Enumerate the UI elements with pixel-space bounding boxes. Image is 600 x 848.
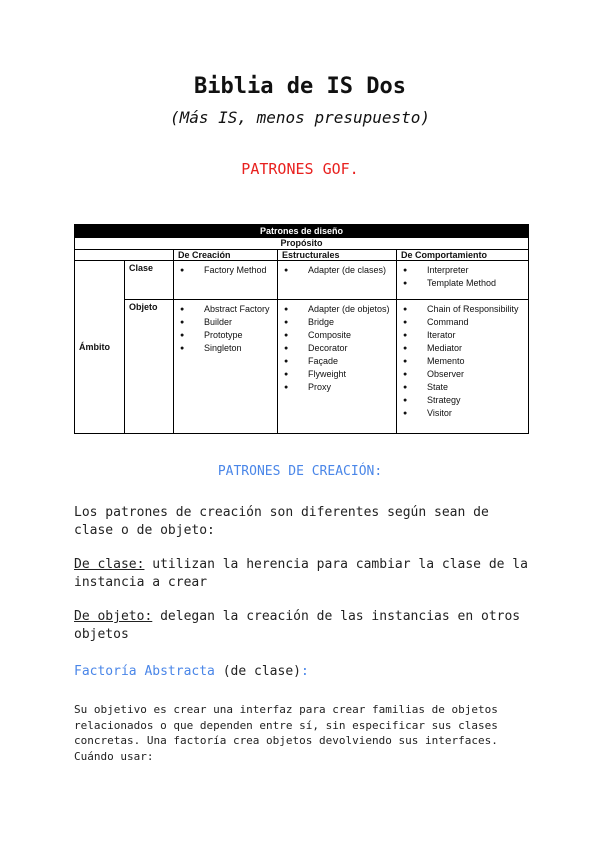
col-header-comportamiento: De Comportamiento — [397, 250, 529, 261]
row-label-clase: Clase — [125, 261, 174, 300]
row-label-objeto: Objeto — [125, 300, 174, 434]
pattern-item: ● Adapter (de objetos) — [282, 303, 392, 316]
pattern-item: ● Strategy — [401, 394, 524, 407]
cell-clase-estructurales — [278, 261, 397, 300]
document-subtitle: (Más IS, menos presupuesto) — [169, 108, 431, 127]
heading-patrones-creacion: PATRONES DE CREACIÓN: — [217, 464, 383, 479]
table-corner-cell — [75, 250, 174, 261]
pattern-item: ● State — [401, 381, 524, 394]
term-de-objeto: De objeto: — [74, 609, 153, 624]
term-de-clase: De clase: — [74, 557, 145, 572]
pattern-item: ● Prototype — [178, 329, 273, 342]
factoria-name: Factoría Abstracta — [74, 664, 215, 679]
pattern-item: ● Iterator — [401, 329, 524, 342]
pattern-item: ● Decorator — [282, 342, 392, 355]
pattern-item: ● Template Method — [401, 277, 524, 290]
paragraph-de-clase — [74, 556, 530, 592]
table-purpose-header: Propósito — [75, 238, 529, 250]
pattern-item: ● Façade — [282, 355, 392, 368]
paragraph-de-objeto — [74, 608, 530, 644]
pattern-item: ● Chain of Responsibility — [401, 303, 524, 316]
design-patterns-table — [74, 224, 529, 434]
pattern-item: ● Proxy — [282, 381, 392, 394]
cell-clase-creacion — [174, 261, 278, 300]
pattern-item: ● Composite — [282, 329, 392, 342]
pattern-item: ● Flyweight — [282, 368, 392, 381]
cell-objeto-comportamiento — [397, 300, 529, 434]
cell-objeto-creacion — [174, 300, 278, 434]
pattern-item: ● Command — [401, 316, 524, 329]
text-de-objeto: delegan la creación de las instancias en otros objetos — [74, 609, 521, 642]
pattern-item: ● Bridge — [282, 316, 392, 329]
pattern-item: ● Adapter (de clases) — [282, 264, 392, 277]
pattern-item: ● Factory Method — [178, 264, 273, 277]
pattern-item: ● Singleton — [178, 342, 273, 355]
pattern-item: ● Interpreter — [401, 264, 524, 277]
pattern-item: ● Visitor — [401, 407, 524, 420]
cell-objeto-estructurales — [278, 300, 397, 434]
pattern-item: ● Mediator — [401, 342, 524, 355]
scope-label: Ámbito — [75, 261, 125, 434]
section-title-gof: PATRONES GOF. — [241, 160, 359, 178]
paragraph-intro: Los patrones de creación son diferentes según sean de clase o de objeto: — [74, 505, 489, 538]
factoria-colon: : — [300, 664, 309, 679]
pattern-item: ● Builder — [178, 316, 273, 329]
pattern-item: ● Memento — [401, 355, 524, 368]
document-title: Biblia de IS Dos — [194, 74, 406, 99]
table-title: Patrones de diseño — [75, 225, 529, 238]
factoria-tag: (de clase) — [214, 664, 301, 679]
pattern-item: ● Observer — [401, 368, 524, 381]
cell-clase-comportamiento — [397, 261, 529, 300]
paragraph-factoria: Su objetivo es crear una interfaz para crear familias de objetos relacionados o que dependen entre sí, sin especificar sus clases concretas. Una factoría crea objetos devolviendo sus interfaces. Cuándo usar: — [74, 703, 498, 763]
heading-factoria-abstracta — [74, 664, 309, 679]
pattern-item: ● Abstract Factory — [178, 303, 273, 316]
text-de-clase: utilizan la herencia para cambiar la clase de la instancia a crear — [74, 557, 528, 590]
col-header-estructurales: Estructurales — [278, 250, 397, 261]
col-header-creacion: De Creación — [174, 250, 278, 261]
